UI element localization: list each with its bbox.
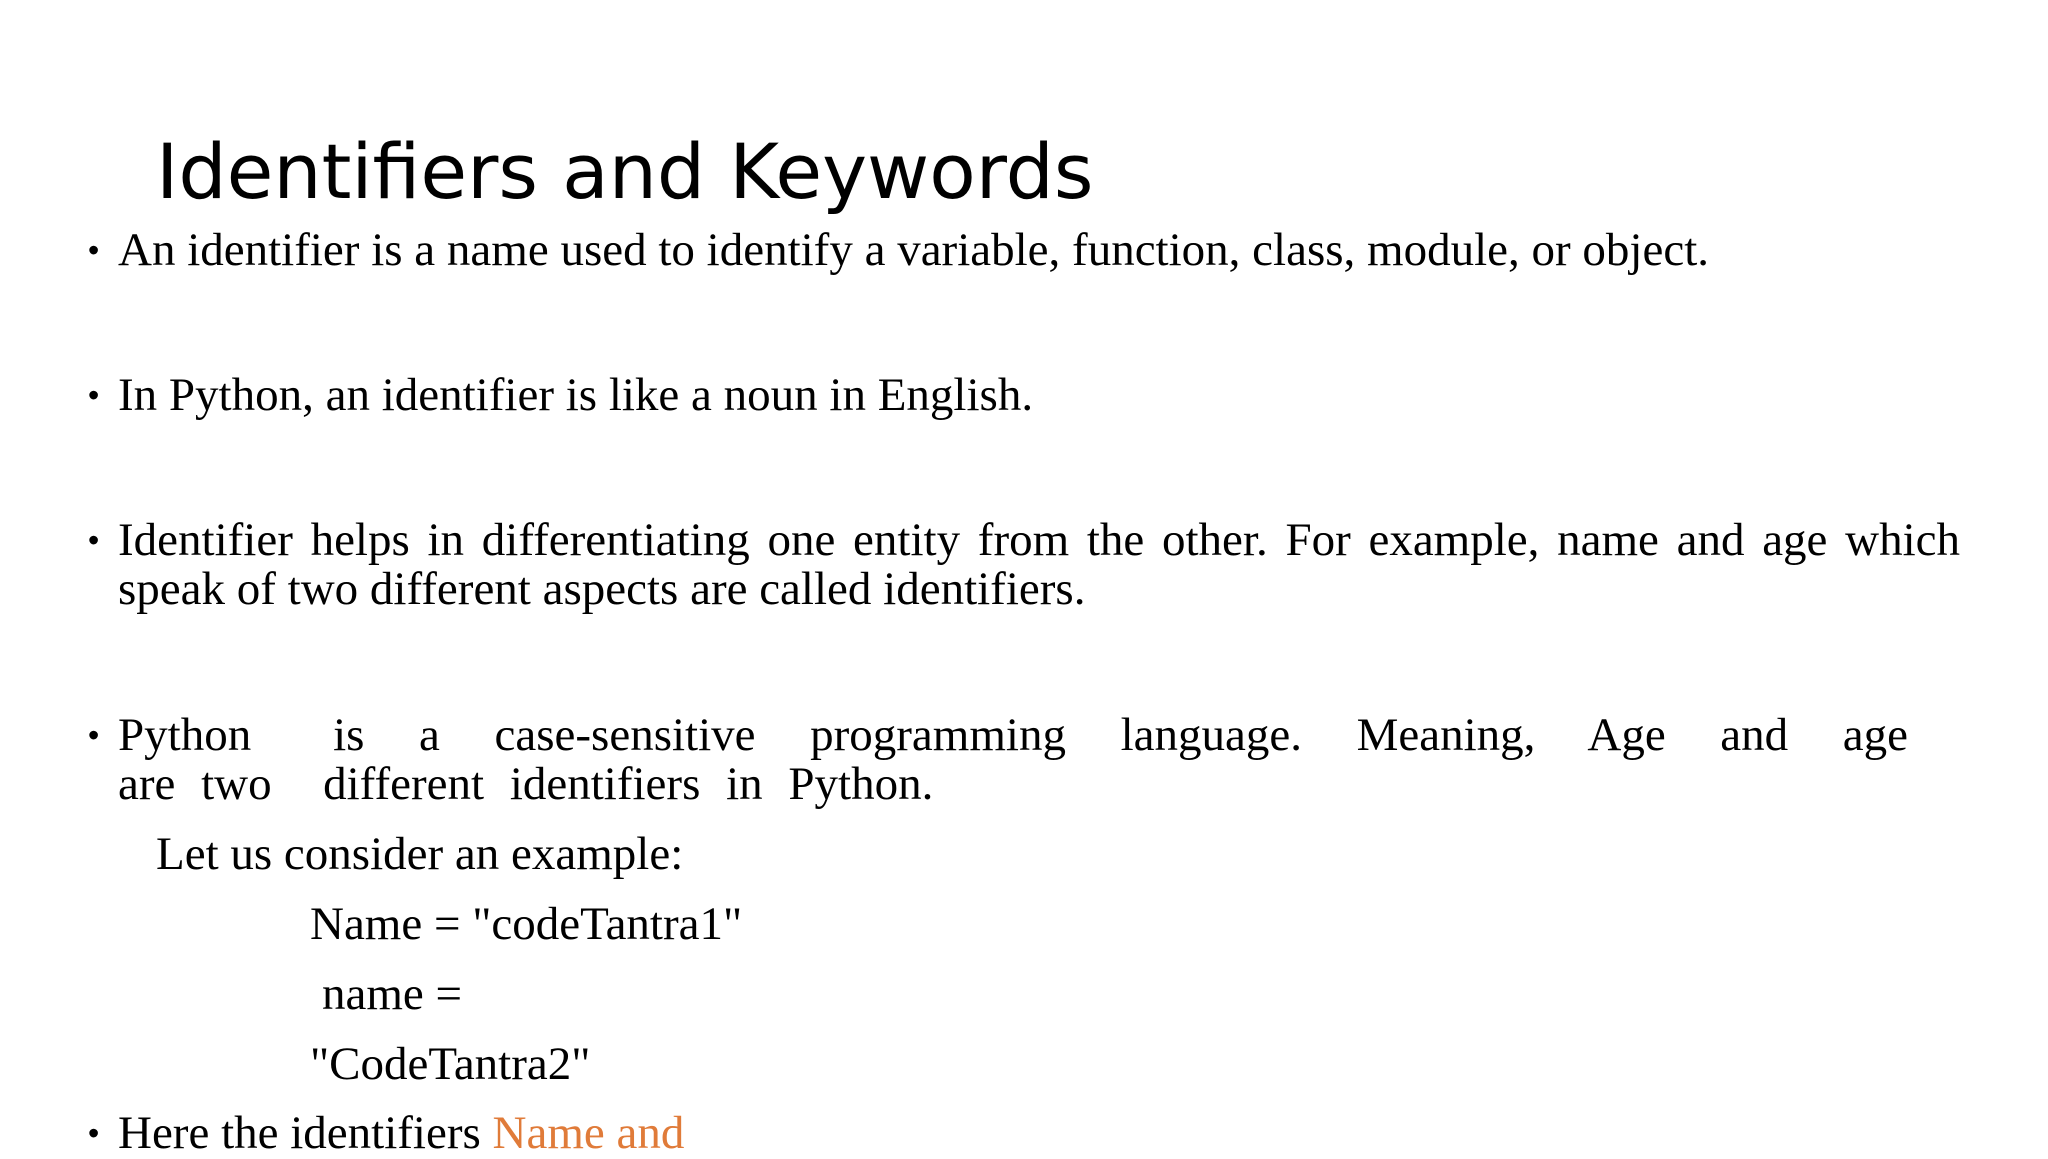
bullet-item-differentiating — [88, 516, 1960, 614]
bullet-icon: • — [88, 377, 100, 413]
bullet-icon: • — [88, 232, 100, 268]
bullet-icon: • — [88, 717, 100, 753]
bullet-item-noun-analogy — [88, 371, 1968, 420]
bullet-text: In Python, an identifier is like a noun in English. — [118, 369, 1034, 421]
bullet-text — [118, 1109, 1968, 1158]
slide-title: Identifiers and Keywords — [156, 127, 1094, 216]
code-line-3: "CodeTantra2" — [310, 1038, 591, 1090]
code-line-2: name = — [322, 968, 463, 1020]
highlighted-identifiers: Name and — [492, 1107, 685, 1159]
bullet-text: Python is a case-sensitive programming language. Meaning, Age and age are two different identifiers in Python. — [118, 709, 1960, 810]
bullet-item-case-sensitive — [88, 709, 1960, 810]
example-intro: Let us consider an example: — [156, 828, 684, 880]
bullet-text: An identifier is a name used to identify a variable, function, class, module, or object. — [118, 224, 1710, 276]
bullet-item-identifier-definition — [88, 226, 1968, 275]
bullet-text-plain: Here the identifiers — [118, 1107, 493, 1159]
code-line-1: Name = "codeTantra1" — [310, 898, 743, 950]
bullet-icon: • — [88, 522, 100, 558]
bullet-icon: • — [88, 1115, 100, 1151]
bullet-item-here-identifiers — [88, 1109, 1968, 1158]
bullet-text: Identifier helps in differentiating one entity from the other. For example, name and age which speak of two different aspects are called identifiers. — [118, 514, 1960, 615]
